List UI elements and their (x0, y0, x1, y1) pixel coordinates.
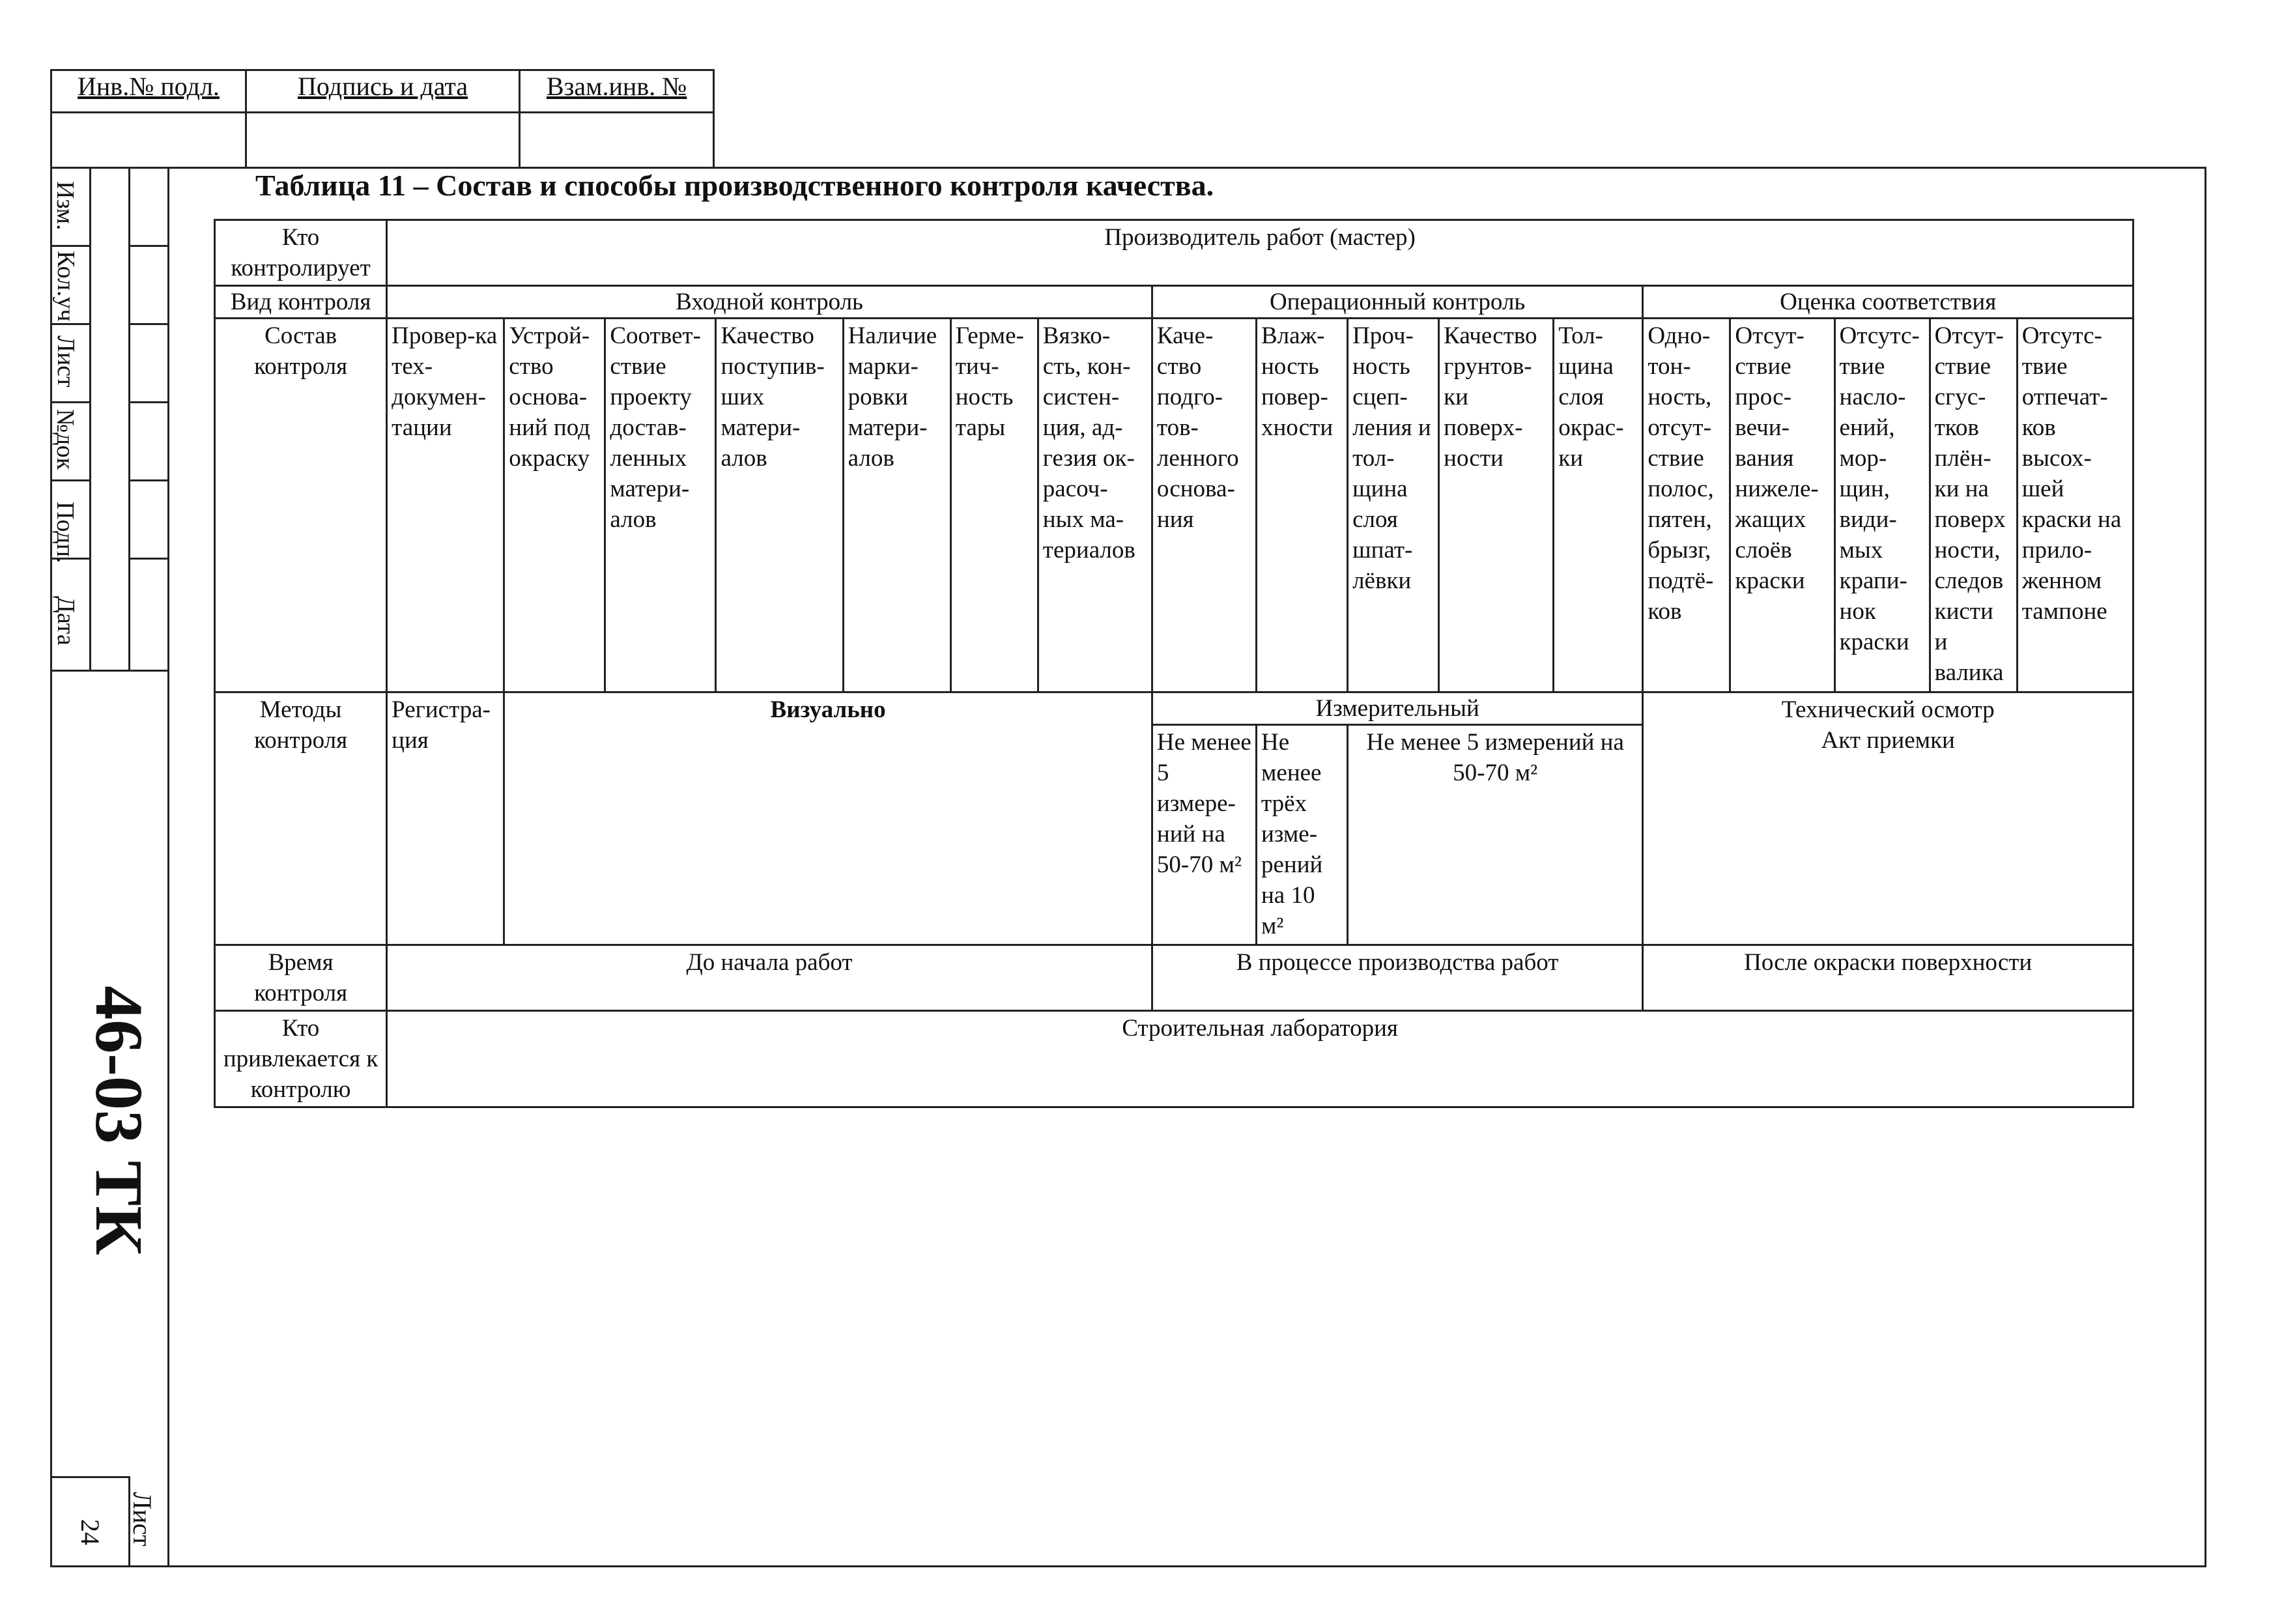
composition-cell: Отсутс-твие насло-ений, мор-щин, види-мых крапи-нок краски (1834, 319, 1930, 692)
document-code: 46-03 ТК (81, 986, 156, 1255)
method-measure-c: Не менее 5 измерений на 50-70 м² (1348, 725, 1643, 945)
row-label-who-controls: Кто контролирует (215, 220, 387, 286)
control-type-conformity: Оценка соответствия (1643, 286, 2133, 319)
stamp-signature-cell (246, 113, 519, 168)
table-title: Таблица 11 – Состав и способы производственного контроля качества. (255, 169, 1214, 202)
who-controls-value: Производитель работ (мастер) (387, 220, 2133, 286)
composition-cell: Устрой-ство основа-ний под окраску (504, 319, 605, 692)
composition-cell: Одно-тон-ность, отсут-ствие полос, пятен, брызг, подтё-ков (1643, 319, 1730, 692)
composition-cell: Тол-щина слоя окрас-ки (1554, 319, 1643, 692)
composition-cell: Каче-ство подго-тов-ленного основа-ния (1152, 319, 1256, 692)
time-after-painting: После окраски поверхности (1643, 945, 2133, 1011)
method-measure-a: Не менее 5 измере-ний на 50-70 м² (1152, 725, 1256, 945)
stamp-inventory-cell (51, 113, 246, 168)
row-label-composition: Состав контроля (215, 319, 387, 692)
composition-cell: Отсут-ствие прос-вечи-вания нижеле-жащих слоёв краски (1730, 319, 1834, 692)
composition-cell: Влаж-ность повер-хности (1257, 319, 1348, 692)
quality-control-table (214, 219, 2134, 1108)
method-registration: Регистра-ция (387, 692, 504, 945)
stamp-inventory-header: Инв.№ подл. (51, 70, 246, 113)
composition-cell: Отсутс-твие отпечат-ков высох-шей краски на прило-женном тампоне (2017, 319, 2133, 692)
composition-cell: Качество грунтов-ки поверх-ности (1439, 319, 1554, 692)
composition-cell: Проч-ность сцеп-ления и тол-щина слоя шпат-лёвки (1348, 319, 1439, 692)
composition-cell: Герме-тич-ность тары (950, 319, 1038, 692)
composition-cell: Качество поступив-ших матери-алов (716, 319, 843, 692)
composition-cell: Наличие марки-ровки матери-алов (843, 319, 950, 692)
composition-cell: Провер-ка тех-докумен-тации (387, 319, 504, 692)
row-label-involved: Кто привлекается к контролю (215, 1011, 387, 1107)
row-label-control-type: Вид контроля (215, 286, 387, 319)
row-label-methods: Методы контроля (215, 692, 387, 945)
involved-value: Строительная лаборатория (387, 1011, 2133, 1107)
sheet-number: 24 (76, 1519, 105, 1545)
stamp-replacement-header: Взам.инв. № (520, 70, 714, 113)
row-label-time: Время контроля (215, 945, 387, 1011)
time-before-work: До начала работ (387, 945, 1152, 1011)
method-measure-b: Не менее трёх изме-рений на 10 м² (1257, 725, 1348, 945)
method-inspection-line2: Акт приемки (1821, 727, 1955, 754)
revision-label-podp: Подп. (51, 502, 79, 563)
method-inspection-line1: Технический осмотр (1781, 696, 1995, 723)
composition-cell: Отсут-ствие сгус-тков плён-ки на поверх ности, следов кисти и валика (1930, 319, 2017, 692)
method-measuring: Измерительный (1152, 692, 1642, 725)
stamp-signature-header: Подпись и дата (246, 70, 519, 113)
control-type-operational: Операционный контроль (1152, 286, 1642, 319)
revision-label-list: Лист (52, 335, 79, 388)
revision-label-izm: Изм. (51, 181, 79, 231)
revision-label-data: Дата (52, 596, 79, 646)
sheet-label: Лист (128, 1492, 157, 1546)
method-inspection (1643, 692, 2133, 945)
control-type-input: Входной контроль (387, 286, 1152, 319)
time-during-work: В процессе производства работ (1152, 945, 1642, 1011)
method-visual: Визуально (504, 692, 1152, 945)
approval-stamp (50, 69, 715, 169)
composition-cell: Соответ-ствие проекту достав-ленных матери-алов (605, 319, 716, 692)
revision-label-ndok: №док (51, 409, 79, 470)
revision-label-koluch: Кол.уч (52, 251, 79, 322)
composition-cell: Вязко-сть, кон-систен-ция, ад-гезия ок-расоч-ных ма-териалов (1038, 319, 1152, 692)
stamp-replacement-cell (520, 113, 714, 168)
